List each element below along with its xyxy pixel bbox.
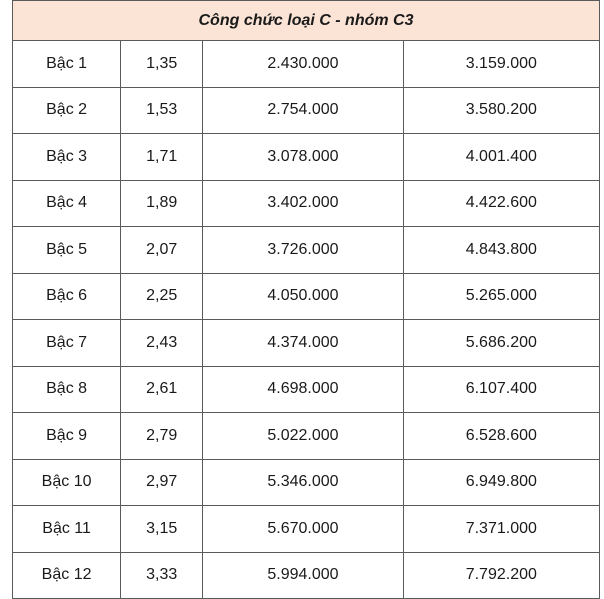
table-row bbox=[13, 552, 600, 599]
salary-current-cell: 3.726.000 bbox=[203, 227, 403, 274]
table-row bbox=[13, 506, 600, 553]
salary-current-cell: 5.346.000 bbox=[203, 459, 403, 506]
coefficient-cell: 1,89 bbox=[121, 180, 203, 227]
rank-cell: Bậc 5 bbox=[13, 227, 121, 274]
salary-table bbox=[12, 0, 600, 599]
rank-cell: Bậc 8 bbox=[13, 366, 121, 413]
salary-new-cell: 5.686.200 bbox=[403, 320, 599, 367]
salary-current-cell: 4.698.000 bbox=[203, 366, 403, 413]
rank-cell: Bậc 1 bbox=[13, 41, 121, 88]
coefficient-cell: 2,43 bbox=[121, 320, 203, 367]
salary-table-body bbox=[13, 1, 600, 599]
rank-cell: Bậc 9 bbox=[13, 413, 121, 460]
salary-current-cell: 4.050.000 bbox=[203, 273, 403, 320]
coefficient-cell: 2,79 bbox=[121, 413, 203, 460]
salary-new-cell: 6.949.800 bbox=[403, 459, 599, 506]
salary-current-cell: 2.754.000 bbox=[203, 87, 403, 134]
table-row bbox=[13, 273, 600, 320]
salary-current-cell: 2.430.000 bbox=[203, 41, 403, 88]
rank-cell: Bậc 11 bbox=[13, 506, 121, 553]
salary-new-cell: 6.107.400 bbox=[403, 366, 599, 413]
table-row bbox=[13, 87, 600, 134]
salary-new-cell: 5.265.000 bbox=[403, 273, 599, 320]
rank-cell: Bậc 3 bbox=[13, 134, 121, 181]
table-row bbox=[13, 413, 600, 460]
coefficient-cell: 1,53 bbox=[121, 87, 203, 134]
rank-cell: Bậc 10 bbox=[13, 459, 121, 506]
rank-cell: Bậc 4 bbox=[13, 180, 121, 227]
coefficient-cell: 2,07 bbox=[121, 227, 203, 274]
coefficient-cell: 3,33 bbox=[121, 552, 203, 599]
table-header-row bbox=[13, 1, 600, 41]
rank-cell: Bậc 6 bbox=[13, 273, 121, 320]
salary-current-cell: 4.374.000 bbox=[203, 320, 403, 367]
coefficient-cell: 2,25 bbox=[121, 273, 203, 320]
salary-new-cell: 7.792.200 bbox=[403, 552, 599, 599]
table-row bbox=[13, 180, 600, 227]
table-row bbox=[13, 459, 600, 506]
table-row bbox=[13, 41, 600, 88]
table-title: Công chức loại C - nhóm C3 bbox=[13, 1, 600, 41]
table-row bbox=[13, 227, 600, 274]
salary-new-cell: 4.001.400 bbox=[403, 134, 599, 181]
coefficient-cell: 2,61 bbox=[121, 366, 203, 413]
salary-new-cell: 4.843.800 bbox=[403, 227, 599, 274]
salary-current-cell: 5.994.000 bbox=[203, 552, 403, 599]
table-row bbox=[13, 366, 600, 413]
salary-new-cell: 3.580.200 bbox=[403, 87, 599, 134]
table-row bbox=[13, 320, 600, 367]
salary-new-cell: 6.528.600 bbox=[403, 413, 599, 460]
table-row bbox=[13, 134, 600, 181]
rank-cell: Bậc 12 bbox=[13, 552, 121, 599]
salary-new-cell: 4.422.600 bbox=[403, 180, 599, 227]
salary-current-cell: 3.078.000 bbox=[203, 134, 403, 181]
coefficient-cell: 3,15 bbox=[121, 506, 203, 553]
salary-new-cell: 3.159.000 bbox=[403, 41, 599, 88]
coefficient-cell: 1,71 bbox=[121, 134, 203, 181]
salary-current-cell: 5.670.000 bbox=[203, 506, 403, 553]
coefficient-cell: 2,97 bbox=[121, 459, 203, 506]
coefficient-cell: 1,35 bbox=[121, 41, 203, 88]
salary-current-cell: 5.022.000 bbox=[203, 413, 403, 460]
salary-current-cell: 3.402.000 bbox=[203, 180, 403, 227]
salary-new-cell: 7.371.000 bbox=[403, 506, 599, 553]
rank-cell: Bậc 7 bbox=[13, 320, 121, 367]
rank-cell: Bậc 2 bbox=[13, 87, 121, 134]
